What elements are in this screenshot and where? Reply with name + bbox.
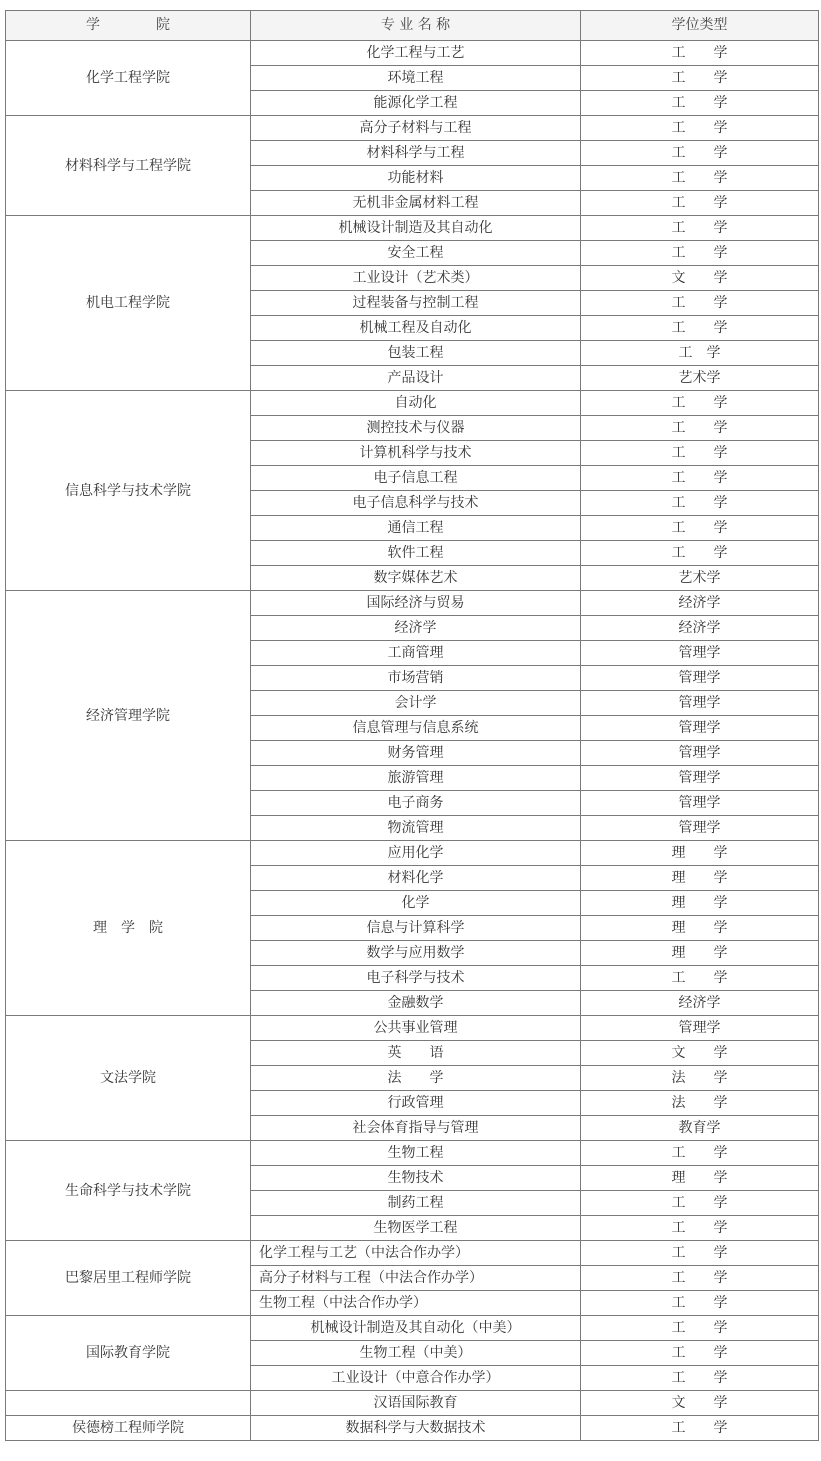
major-cell: 数学与应用数学 xyxy=(251,941,581,966)
major-cell: 数据科学与大数据技术 xyxy=(251,1416,581,1441)
major-cell: 安全工程 xyxy=(251,241,581,266)
major-cell: 工商管理 xyxy=(251,641,581,666)
major-cell: 生物工程 xyxy=(251,1141,581,1166)
degree-cell: 工 学 xyxy=(581,66,819,91)
degree-cell: 管理学 xyxy=(581,666,819,691)
major-cell: 金融数学 xyxy=(251,991,581,1016)
major-cell: 电子信息工程 xyxy=(251,466,581,491)
table-row xyxy=(6,216,819,241)
degree-cell: 工 学 xyxy=(581,91,819,116)
degree-cell: 工 学 xyxy=(581,141,819,166)
major-cell: 工业设计（艺术类） xyxy=(251,266,581,291)
major-cell: 软件工程 xyxy=(251,541,581,566)
major-cell: 材料科学与工程 xyxy=(251,141,581,166)
degree-cell: 工 学 xyxy=(581,1416,819,1441)
major-cell: 高分子材料与工程 xyxy=(251,116,581,141)
degree-cell: 工 学 xyxy=(581,1366,819,1391)
degree-cell: 管理学 xyxy=(581,766,819,791)
table-row xyxy=(6,1316,819,1341)
degree-cell: 工 学 xyxy=(581,216,819,241)
degree-cell: 工 学 xyxy=(581,41,819,66)
major-cell: 化学 xyxy=(251,891,581,916)
college-cell: 文法学院 xyxy=(6,1016,251,1141)
major-cell: 行政管理 xyxy=(251,1091,581,1116)
table-row xyxy=(6,841,819,866)
degree-cell: 管理学 xyxy=(581,816,819,841)
major-cell: 化学工程与工艺（中法合作办学） xyxy=(251,1241,581,1266)
major-cell: 机械设计制造及其自动化 xyxy=(251,216,581,241)
degree-cell: 经济学 xyxy=(581,591,819,616)
major-cell: 法 学 xyxy=(251,1066,581,1091)
table-row xyxy=(6,391,819,416)
degree-cell: 工 学 xyxy=(581,1291,819,1316)
header-row xyxy=(6,11,819,41)
degree-cell: 工 学 xyxy=(581,191,819,216)
major-cell: 产品设计 xyxy=(251,366,581,391)
degree-cell: 文 学 xyxy=(581,1391,819,1416)
degree-cell: 工 学 xyxy=(581,491,819,516)
major-cell: 国际经济与贸易 xyxy=(251,591,581,616)
major-cell: 应用化学 xyxy=(251,841,581,866)
major-cell: 自动化 xyxy=(251,391,581,416)
header-college: 学 院 xyxy=(6,11,251,41)
degree-cell: 文 学 xyxy=(581,266,819,291)
major-cell: 旅游管理 xyxy=(251,766,581,791)
table-row xyxy=(6,1141,819,1166)
degree-cell: 理 学 xyxy=(581,866,819,891)
major-cell: 机械工程及自动化 xyxy=(251,316,581,341)
degree-cell: 工 学 xyxy=(581,166,819,191)
degree-cell: 理 学 xyxy=(581,916,819,941)
college-cell: 化学工程学院 xyxy=(6,41,251,116)
degree-cell: 法 学 xyxy=(581,1066,819,1091)
major-cell: 机械设计制造及其自动化（中美） xyxy=(251,1316,581,1341)
degree-cell: 工 学 xyxy=(581,316,819,341)
degree-cell: 工 学 xyxy=(581,1341,819,1366)
major-cell: 汉语国际教育 xyxy=(251,1391,581,1416)
major-cell: 电子商务 xyxy=(251,791,581,816)
header-major: 专 业 名 称 xyxy=(251,11,581,41)
degree-cell: 工 学 xyxy=(581,966,819,991)
degree-cell: 工 学 xyxy=(581,341,819,366)
degree-cell: 管理学 xyxy=(581,691,819,716)
degree-cell: 理 学 xyxy=(581,891,819,916)
degree-cell: 工 学 xyxy=(581,1216,819,1241)
table-body xyxy=(6,41,819,1441)
degree-cell: 管理学 xyxy=(581,641,819,666)
degree-cell: 工 学 xyxy=(581,516,819,541)
degree-cell: 工 学 xyxy=(581,1316,819,1341)
major-cell: 生物工程（中美） xyxy=(251,1341,581,1366)
degree-cell: 管理学 xyxy=(581,716,819,741)
header-degree: 学位类型 xyxy=(581,11,819,41)
table-row xyxy=(6,116,819,141)
major-cell: 生物医学工程 xyxy=(251,1216,581,1241)
college-cell: 材料科学与工程学院 xyxy=(6,116,251,216)
degree-cell: 工 学 xyxy=(581,241,819,266)
major-cell: 物流管理 xyxy=(251,816,581,841)
degree-cell: 文 学 xyxy=(581,1041,819,1066)
college-cell: 侯德榜工程师学院 xyxy=(6,1416,251,1441)
major-cell: 会计学 xyxy=(251,691,581,716)
degree-cell: 工 学 xyxy=(581,541,819,566)
major-cell: 英 语 xyxy=(251,1041,581,1066)
major-cell: 化学工程与工艺 xyxy=(251,41,581,66)
major-cell: 功能材料 xyxy=(251,166,581,191)
majors-table xyxy=(5,10,819,1441)
degree-cell: 工 学 xyxy=(581,1191,819,1216)
major-cell: 无机非金属材料工程 xyxy=(251,191,581,216)
college-cell: 信息科学与技术学院 xyxy=(6,391,251,591)
majors-table-container xyxy=(5,10,819,1441)
table-row xyxy=(6,41,819,66)
degree-cell: 工 学 xyxy=(581,291,819,316)
major-cell: 社会体育指导与管理 xyxy=(251,1116,581,1141)
major-cell: 公共事业管理 xyxy=(251,1016,581,1041)
major-cell: 计算机科学与技术 xyxy=(251,441,581,466)
degree-cell: 法 学 xyxy=(581,1091,819,1116)
degree-cell: 工 学 xyxy=(581,1141,819,1166)
college-cell: 巴黎居里工程师学院 xyxy=(6,1241,251,1316)
degree-cell: 管理学 xyxy=(581,791,819,816)
table-row xyxy=(6,1416,819,1441)
degree-cell: 工 学 xyxy=(581,1266,819,1291)
major-cell: 信息管理与信息系统 xyxy=(251,716,581,741)
major-cell: 信息与计算科学 xyxy=(251,916,581,941)
table-row xyxy=(6,1391,819,1416)
degree-cell: 经济学 xyxy=(581,991,819,1016)
degree-cell: 工 学 xyxy=(581,391,819,416)
degree-cell: 工 学 xyxy=(581,466,819,491)
major-cell: 经济学 xyxy=(251,616,581,641)
college-cell: 机电工程学院 xyxy=(6,216,251,391)
degree-cell: 艺术学 xyxy=(581,366,819,391)
degree-cell: 工 学 xyxy=(581,416,819,441)
degree-cell: 教育学 xyxy=(581,1116,819,1141)
degree-cell: 管理学 xyxy=(581,1016,819,1041)
college-cell: 经济管理学院 xyxy=(6,591,251,841)
major-cell: 生物工程（中法合作办学） xyxy=(251,1291,581,1316)
degree-cell: 工 学 xyxy=(581,441,819,466)
college-cell: 理 学 院 xyxy=(6,841,251,1016)
major-cell: 包装工程 xyxy=(251,341,581,366)
table-row xyxy=(6,591,819,616)
table-header xyxy=(6,11,819,41)
major-cell: 过程装备与控制工程 xyxy=(251,291,581,316)
degree-cell: 工 学 xyxy=(581,116,819,141)
major-cell: 通信工程 xyxy=(251,516,581,541)
major-cell: 材料化学 xyxy=(251,866,581,891)
major-cell: 制药工程 xyxy=(251,1191,581,1216)
college-cell: 国际教育学院 xyxy=(6,1316,251,1391)
college-cell: 生命科学与技术学院 xyxy=(6,1141,251,1241)
major-cell: 电子信息科学与技术 xyxy=(251,491,581,516)
table-row xyxy=(6,1241,819,1266)
major-cell: 测控技术与仪器 xyxy=(251,416,581,441)
major-cell: 数字媒体艺术 xyxy=(251,566,581,591)
major-cell: 能源化学工程 xyxy=(251,91,581,116)
table-row xyxy=(6,1016,819,1041)
degree-cell: 艺术学 xyxy=(581,566,819,591)
major-cell: 环境工程 xyxy=(251,66,581,91)
degree-cell: 工 学 xyxy=(581,1241,819,1266)
degree-cell: 管理学 xyxy=(581,741,819,766)
degree-cell: 理 学 xyxy=(581,941,819,966)
major-cell: 财务管理 xyxy=(251,741,581,766)
college-cell xyxy=(6,1391,251,1416)
major-cell: 高分子材料与工程（中法合作办学） xyxy=(251,1266,581,1291)
degree-cell: 经济学 xyxy=(581,616,819,641)
major-cell: 电子科学与技术 xyxy=(251,966,581,991)
degree-cell: 理 学 xyxy=(581,841,819,866)
major-cell: 生物技术 xyxy=(251,1166,581,1191)
major-cell: 市场营销 xyxy=(251,666,581,691)
major-cell: 工业设计（中意合作办学） xyxy=(251,1366,581,1391)
degree-cell: 理 学 xyxy=(581,1166,819,1191)
